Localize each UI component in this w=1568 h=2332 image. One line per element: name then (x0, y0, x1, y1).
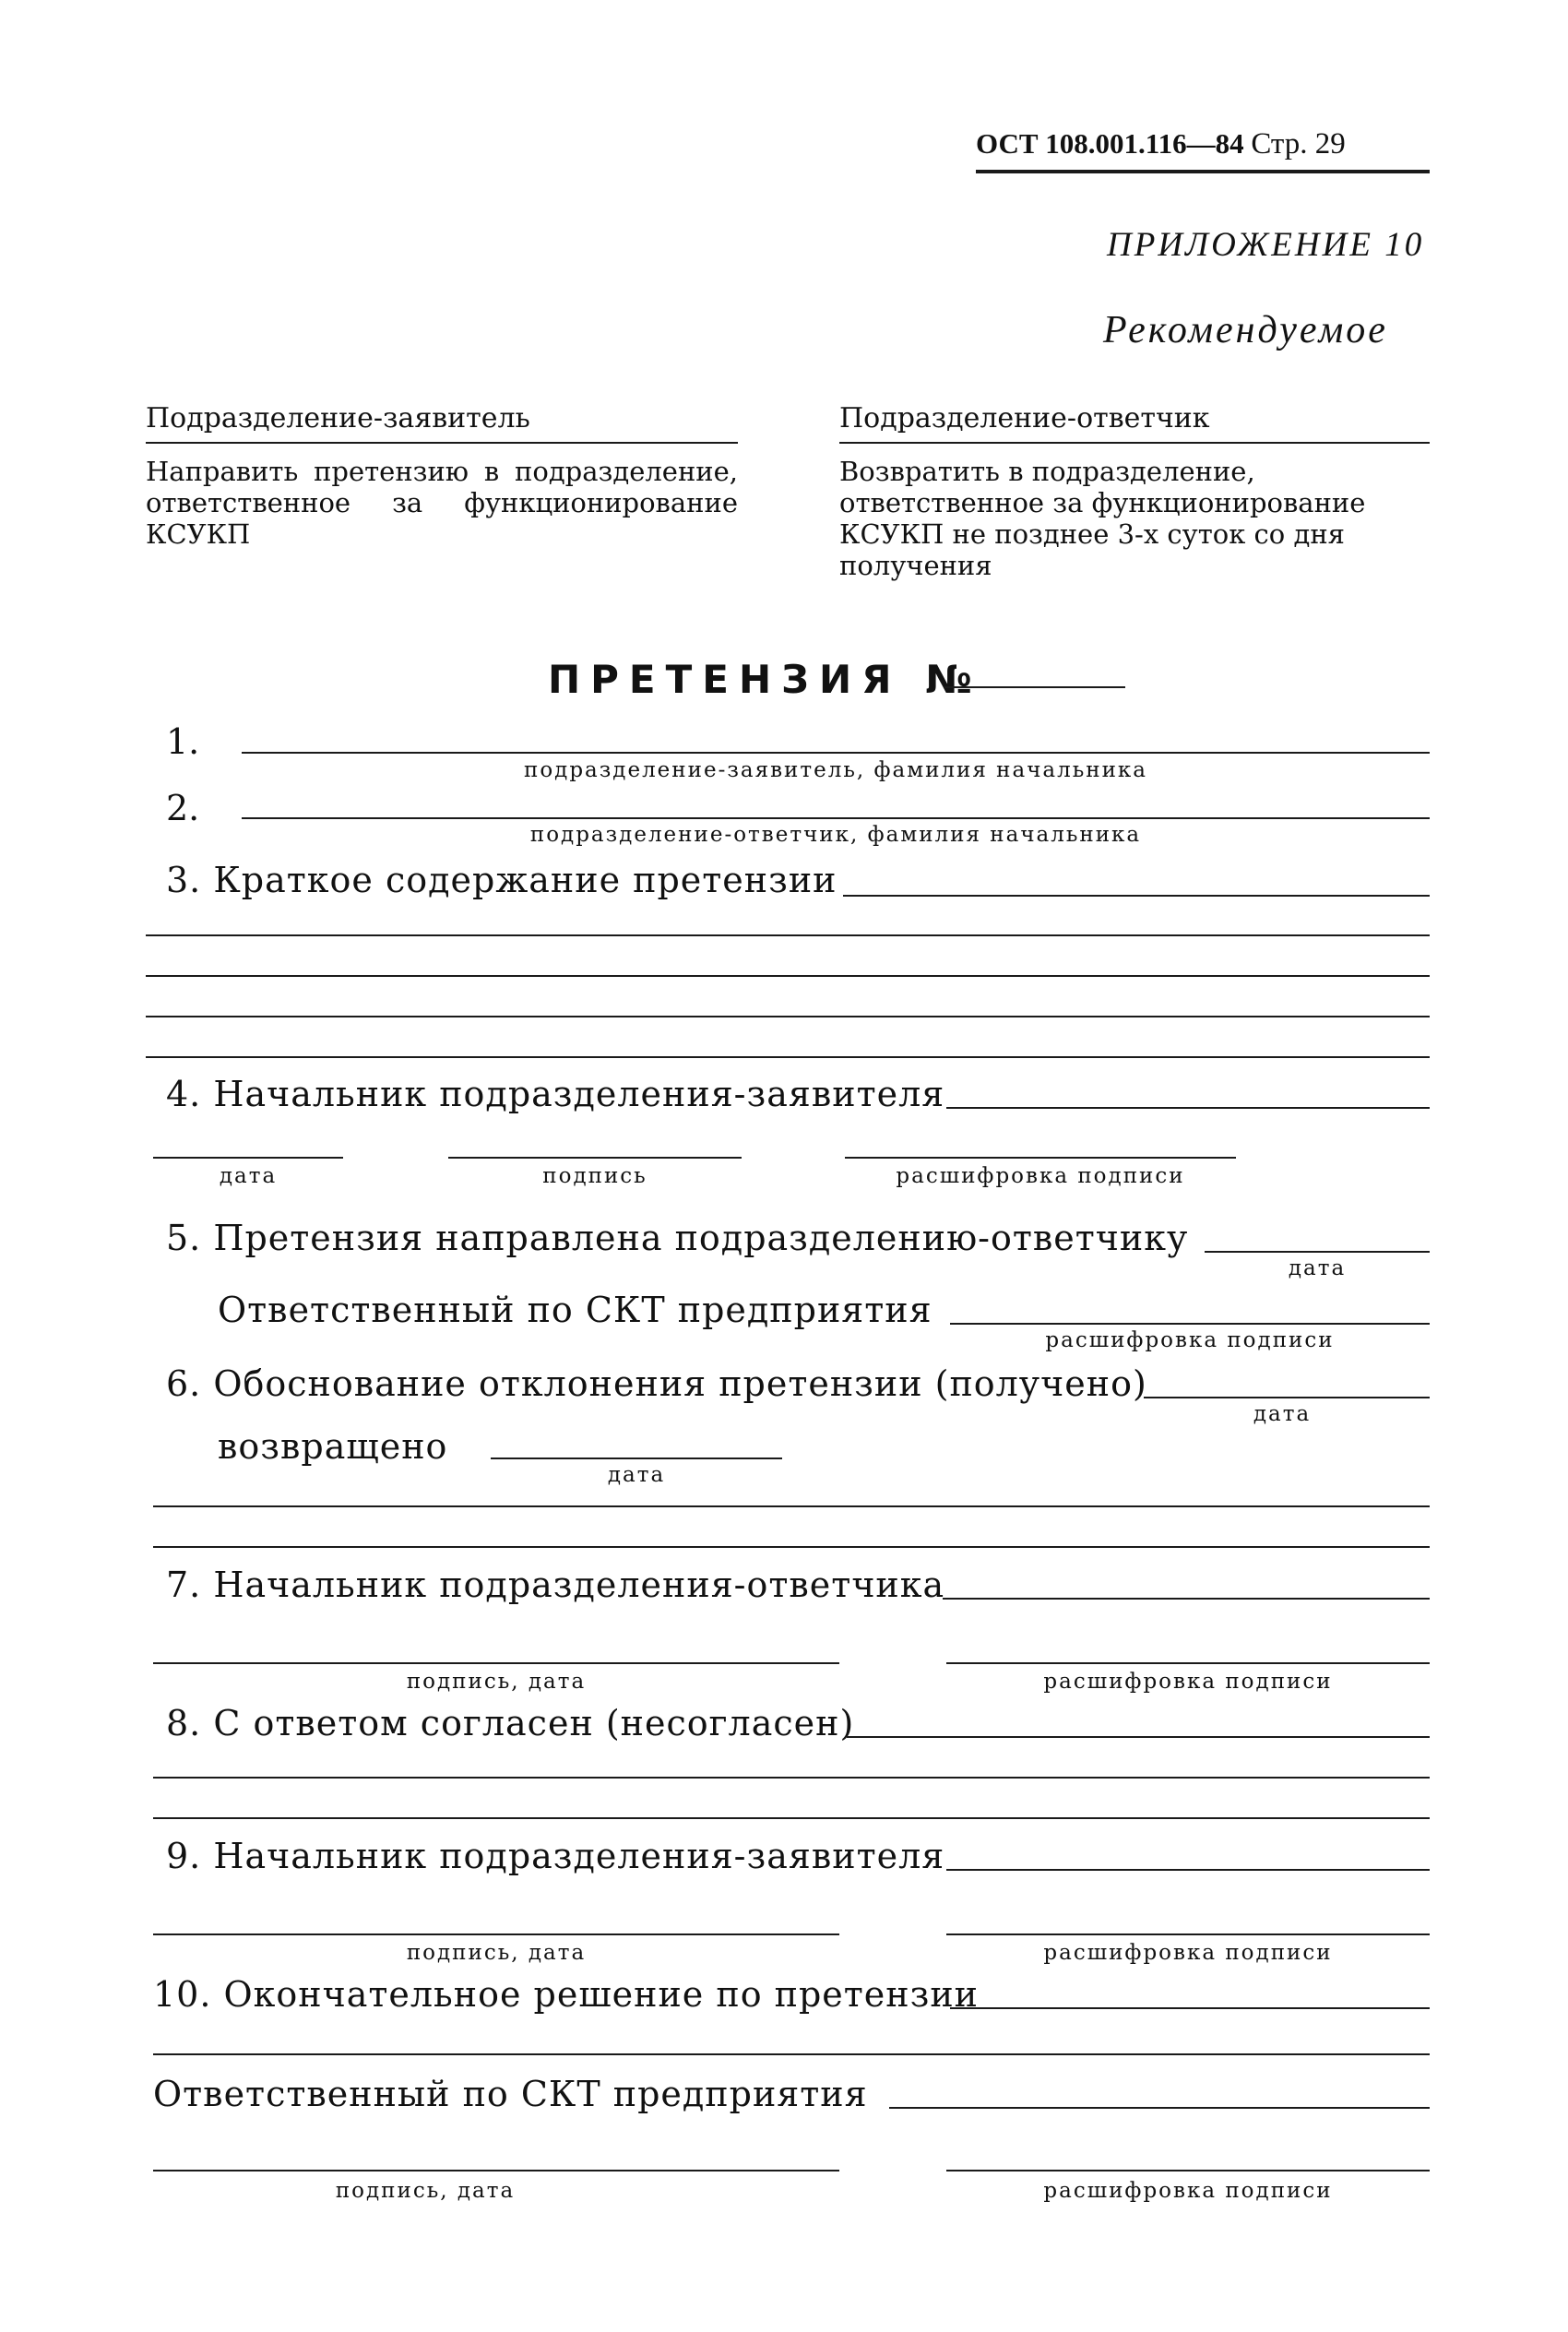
final-signature-caption: подпись, дата (335, 2179, 516, 2203)
item-10-field[interactable] (950, 2007, 1430, 2009)
left-column-rule (146, 442, 738, 444)
item-3-line-2[interactable] (146, 934, 1430, 936)
standard-code: ОСТ 108.001.116—84 (976, 127, 1244, 160)
item-2-field[interactable] (242, 817, 1430, 819)
item-4-date-caption: дата (219, 1164, 278, 1188)
item-9-label: 9. Начальник подразделения-заявителя (166, 1836, 945, 1876)
item-5-label: 5. Претензия направлена подразделению-ответчику (166, 1218, 1189, 1258)
item-9-field[interactable] (946, 1869, 1430, 1871)
item-4-field[interactable] (946, 1107, 1430, 1109)
item-10-label: 10. Окончательное решение по претензии (153, 1974, 980, 2015)
item-6-returned-date-caption: дата (607, 1463, 666, 1487)
item-7-signature-caption: подпись, дата (406, 1670, 587, 1694)
item-4-decode-field[interactable] (845, 1157, 1236, 1159)
item-9-decode-caption: расшифровка подписи (1043, 1941, 1333, 1965)
final-responsible-field[interactable] (889, 2107, 1430, 2109)
item-7-decode-caption: расшифровка подписи (1043, 1670, 1333, 1694)
form-title: ПРЕТЕНЗИЯ № (548, 657, 982, 702)
item-7-decode-field[interactable] (946, 1662, 1430, 1664)
item-7-field[interactable] (943, 1598, 1430, 1600)
item-8-line-2[interactable] (153, 1777, 1430, 1779)
item-1-number: 1. (166, 721, 200, 762)
right-column-title: Подразделение-ответчик (839, 402, 1210, 434)
item-3-line-5[interactable] (146, 1056, 1430, 1058)
item-6-date-caption: дата (1253, 1402, 1312, 1426)
item-9-decode-field[interactable] (946, 1933, 1430, 1935)
recommended-label: Рекомендуемое (1103, 309, 1388, 351)
item-5-date-field[interactable] (1205, 1251, 1430, 1253)
item-5-date-caption: дата (1288, 1256, 1347, 1280)
appendix-label: ПРИЛОЖЕНИЕ 10 (1107, 226, 1425, 264)
item-4-label: 4. Начальник подразделения-заявителя (166, 1074, 945, 1114)
item-6-line-2[interactable] (153, 1546, 1430, 1548)
item-3-line-3[interactable] (146, 975, 1430, 977)
standard-number (976, 127, 1346, 161)
item-6-date-field[interactable] (1144, 1397, 1430, 1398)
item-6-label: 6. Обоснование отклонения претензии (получено) (166, 1363, 1147, 1404)
left-column-title: Подразделение-заявитель (146, 402, 530, 434)
item-1-caption: подразделение-заявитель, фамилия начальника (523, 758, 1148, 782)
right-column-body: Возвратить в подразделение, ответственное за функционирование КСУКП не позднее 3-х суток со дня получения (839, 456, 1366, 581)
item-7-signature-field[interactable] (153, 1662, 839, 1664)
item-3-label: 3. Краткое содержание претензии (166, 860, 837, 900)
final-signature-field[interactable] (153, 2170, 839, 2171)
item-6-line-1[interactable] (153, 1505, 1430, 1507)
item-8-label: 8. С ответом согласен (несогласен) (166, 1703, 855, 1743)
item-5-responsible-label: Ответственный по СКТ предприятия (218, 1290, 932, 1330)
item-10-line-2[interactable] (153, 2053, 1430, 2055)
right-column-rule (839, 442, 1430, 444)
item-2-caption: подразделение-ответчик, фамилия начальника (529, 823, 1142, 847)
item-4-signature-field[interactable] (448, 1157, 742, 1159)
final-responsible-label: Ответственный по СКТ предприятия (153, 2074, 868, 2114)
item-4-decode-caption: расшифровка подписи (896, 1164, 1185, 1188)
item-2-number: 2. (166, 788, 200, 828)
left-column-body: Направить претензию в подразделение, ответственное за функционирование КСУКП (146, 456, 738, 550)
item-6-returned-date-field[interactable] (491, 1458, 782, 1459)
item-8-line-3[interactable] (153, 1817, 1430, 1819)
header-underline (976, 170, 1430, 173)
item-9-signature-field[interactable] (153, 1933, 839, 1935)
item-1-field[interactable] (242, 752, 1430, 754)
item-9-signature-caption: подпись, дата (406, 1941, 587, 1965)
item-7-label: 7. Начальник подразделения-ответчика (166, 1565, 945, 1605)
item-4-date-field[interactable] (153, 1157, 343, 1159)
final-decode-caption: расшифровка подписи (1043, 2179, 1333, 2203)
item-3-line-4[interactable] (146, 1016, 1430, 1017)
item-5-responsible-field[interactable] (950, 1323, 1430, 1325)
final-decode-field[interactable] (946, 2170, 1430, 2171)
item-4-signature-caption: подпись (542, 1164, 647, 1188)
item-5-decode-caption: расшифровка подписи (1045, 1328, 1335, 1352)
page-number: Стр. 29 (1251, 127, 1346, 161)
item-3-field[interactable] (843, 895, 1430, 897)
item-6-returned-label: возвращено (218, 1426, 448, 1467)
item-8-field[interactable] (847, 1736, 1430, 1738)
claim-number-field[interactable] (944, 686, 1125, 688)
